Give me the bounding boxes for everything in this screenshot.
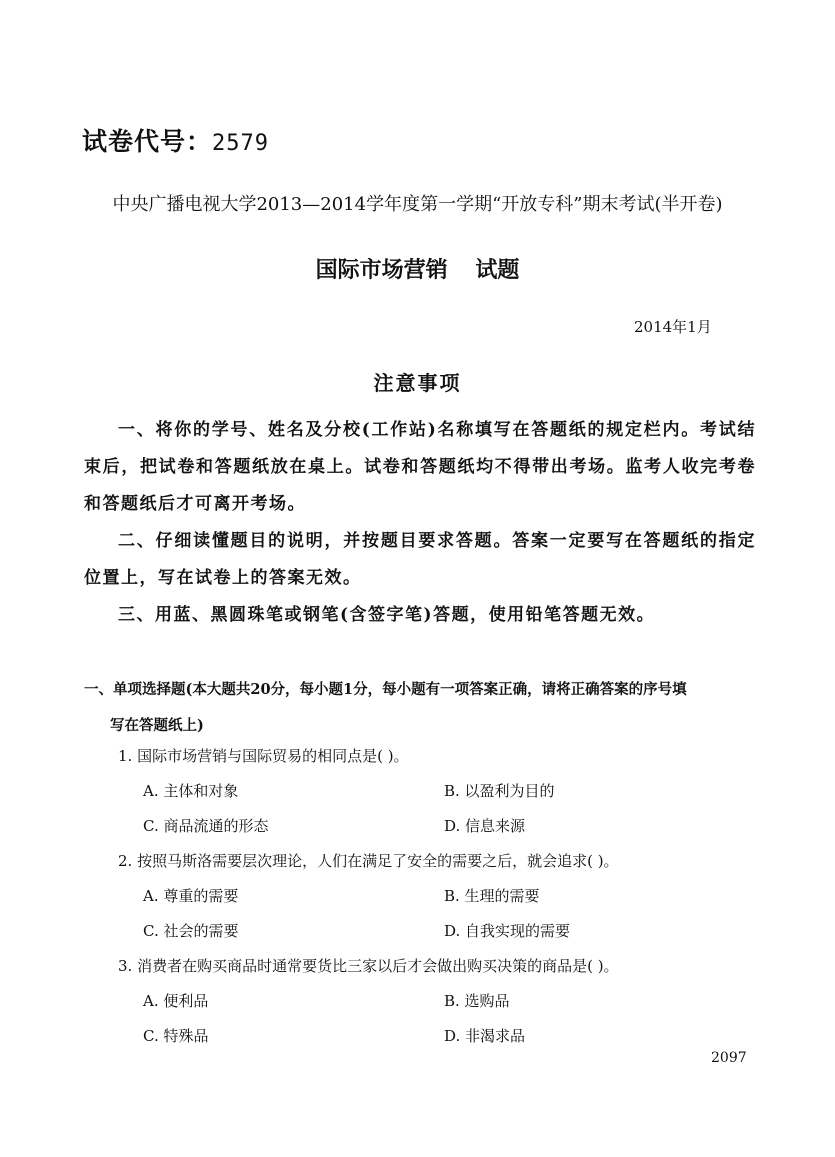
- exam-code-number: 2579: [212, 131, 269, 156]
- exam-code-label: 试卷代号：: [82, 127, 213, 156]
- question-2-option-c: C. 社会的需要: [143, 922, 239, 940]
- section-heading-line1: 一、单项选择题(本大题共20分，每小题1分，每小题有一项答案正确，请将正确答案的序号填: [84, 681, 687, 698]
- question-1-option-a: A. 主体和对象: [143, 782, 239, 800]
- exam-code: [82, 122, 269, 158]
- question-3-option-c: C. 特殊品: [143, 1027, 209, 1045]
- question-3-option-d: D. 非渴求品: [444, 1027, 526, 1045]
- question-1-option-d: D. 信息来源: [444, 817, 526, 835]
- notice-item-3: 三、用蓝、黑圆珠笔或钢笔(含签字笔)答题，使用铅笔答题无效。: [118, 605, 656, 625]
- question-3-option-b: B. 选购品: [444, 992, 510, 1010]
- question-1-option-b: B. 以盈利为目的: [444, 782, 555, 800]
- notice-title: 注意事项: [373, 371, 462, 395]
- question-2: 2. 按照马斯洛需要层次理论，人们在满足了安全的需要之后，就会追求( )。: [118, 852, 619, 870]
- exam-title: 国际市场营销 试题: [315, 257, 520, 283]
- question-3: 3. 消费者在购买商品时通常要货比三家以后才会做出购买决策的商品是( )。: [118, 957, 619, 975]
- question-1: 1. 国际市场营销与国际贸易的相同点是( )。: [118, 747, 409, 765]
- section-heading-line2: 写在答题纸上): [110, 717, 204, 734]
- question-1-option-c: C. 商品流通的形态: [143, 817, 269, 835]
- notice-item-1: 一、将你的学号、姓名及分校(工作站)名称填写在答题纸的规定栏内。考试结束后，把试卷和答题纸放在桌上。试卷和答题纸均不得带出考场。监考人收完考卷和答题纸后才可离开考场。: [84, 420, 756, 514]
- question-3-option-a: A. 便利品: [143, 992, 209, 1010]
- section-heading: [84, 672, 760, 744]
- page-number: 2097: [711, 1050, 747, 1066]
- question-2-option-a: A. 尊重的需要: [143, 887, 239, 905]
- question-2-option-b: B. 生理的需要: [444, 887, 540, 905]
- exam-subtitle: 中央广播电视大学2013—2014学年度第一学期“开放专科”期末考试(半开卷): [112, 194, 723, 215]
- question-2-option-d: D. 自我实现的需要: [444, 922, 571, 940]
- exam-date: 2014年1月: [634, 318, 712, 336]
- notice-item-2: 二、仔细读懂题目的说明，并按题目要求答题。答案一定要写在答题纸的指定位置上，写在试卷上的答案无效。: [84, 531, 756, 588]
